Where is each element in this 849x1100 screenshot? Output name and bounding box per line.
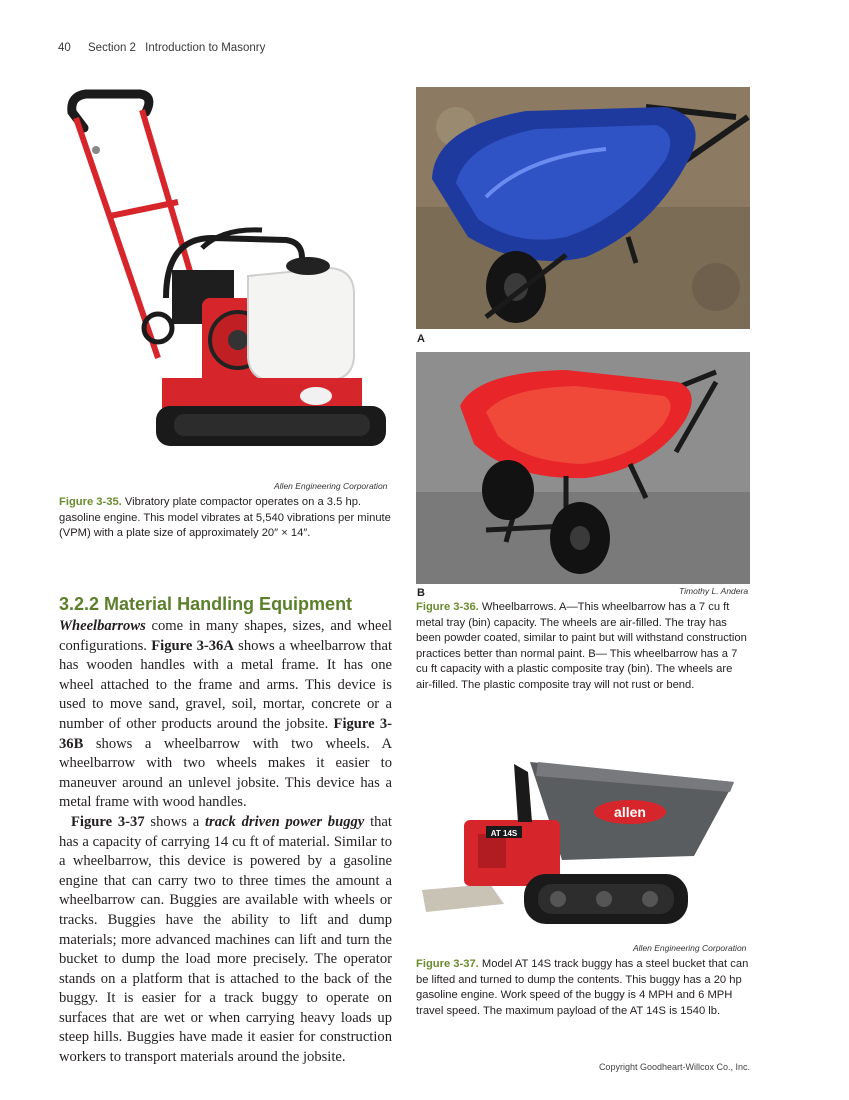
p1-text-1: come in many shapes, sizes, and wheel configurations. xyxy=(59,618,392,654)
ref-figure-3-36a: Figure 3-36A xyxy=(151,637,234,654)
p2-text-1: shows a xyxy=(144,813,205,830)
blue-wheelbarrow-illustration xyxy=(416,87,750,329)
figure-3-36-label: Figure 3-36. xyxy=(416,601,479,613)
p2-text-2: that has a capacity of carrying 14 cu ft of material. Similar to a wheelbarrow, this device is powered by a gasoline engine that can carry two to three times the amount a wheelbarrow can. Buggies are available with wheels or tracks. Buggies have the ability to lift and dump materials; more advanced machines can lift and turn the bucket to dump the load more precisely. The operator stands on a platform that is attached to the back of the buggy. It is easier for a track buggy to operate on surfaces that are wet or when carrying heavy loads up steep hills. Buggies have made it easier for construction workers to transport materials around the jobsite. xyxy=(59,813,392,1066)
term-wheelbarrows: Wheelbarrows xyxy=(59,618,146,634)
figure-3-35-credit: Allen Engineering Corporation xyxy=(274,481,388,491)
red-wheelbarrow-illustration xyxy=(416,352,750,584)
section-body xyxy=(59,617,392,1068)
figure-3-36a-image xyxy=(416,87,750,329)
ref-figure-3-37: Figure 3-37 xyxy=(71,813,145,830)
figure-3-36-panel-a-letter: A xyxy=(417,333,425,345)
figure-3-36-caption-text: Wheelbarrows. A—This wheelbarrow has a 7 cu ft metal tray (bin) capacity. The wheels are air-filled. The tray has been powder coated, similar to paint but will withstand construction practices better than normal paint. B— This wheelbarrow has a 7 cu ft capacity with a plastic composite tray (bin). The wheels are air-filled. The plastic composite tray will not rust or bend. xyxy=(416,601,747,691)
buggy-logo-text: allen xyxy=(614,804,646,820)
section-label: Section 2 xyxy=(88,42,136,54)
figure-3-36-panel-b-letter: B xyxy=(417,587,425,599)
figure-3-35-caption xyxy=(59,495,393,542)
figure-3-37-credit: Allen Engineering Corporation xyxy=(633,943,747,953)
p1-text-2: shows a wheelbarrow that has wooden handles with a metal frame. It has one wheel attached to the frame and arms. This device is used to move sand, gravel, soil, mortar, concrete or a number of other products around the jobsite. xyxy=(59,637,392,732)
body-paragraph-1 xyxy=(59,617,392,813)
figure-3-35-caption-text: Vibratory plate compactor operates on a 3.5 hp. gasoline engine. This model vibrates at 5,540 vibrations per minute (VPM) with a plate size of approximately 20″ × 14″. xyxy=(59,496,391,540)
page-number: 40 xyxy=(58,42,71,54)
running-header xyxy=(58,42,279,54)
body-paragraph-2 xyxy=(59,813,392,1068)
figure-3-37-label: Figure 3-37. xyxy=(416,958,479,970)
figure-3-37-image xyxy=(418,756,752,936)
track-buggy-illustration xyxy=(418,756,752,936)
figure-3-36-caption xyxy=(416,600,751,694)
section-heading: 3.2.2 Material Handling Equipment xyxy=(59,594,353,614)
figure-3-37-caption-text: Model AT 14S track buggy has a steel bucket that can be lifted and turned to dump the contents. This buggy has a 20 hp gasoline engine. Work speed of the buggy is 4 MPH and 6 MPH travel speed. The maximum payload of the AT 14S is 1540 lb. xyxy=(416,958,749,1017)
copyright-footer: Copyright Goodheart-Willcox Co., Inc. xyxy=(598,1062,750,1072)
figure-3-37-caption xyxy=(416,957,751,1019)
figure-3-35-image xyxy=(62,88,392,480)
figure-3-35-label: Figure 3-35. xyxy=(59,496,122,508)
plate-compactor-illustration xyxy=(62,88,392,480)
term-track-driven-power-buggy: track driven power buggy xyxy=(205,813,365,830)
buggy-model-badge: AT 14S xyxy=(490,829,518,838)
p1-text-3: shows a wheelbarrow with two wheels. A wheelbarrow with two wheels makes it easier to maneuver around an unlevel jobsite. This device has a metal frame with wood handles. xyxy=(59,735,392,811)
figure-3-36-credit: Timothy L. Andera xyxy=(679,586,749,596)
ref-figure-3-36b: Figure 3-36B xyxy=(59,715,392,752)
figure-3-36b-image xyxy=(416,352,750,584)
section-title: Introduction to Masonry xyxy=(145,42,266,54)
